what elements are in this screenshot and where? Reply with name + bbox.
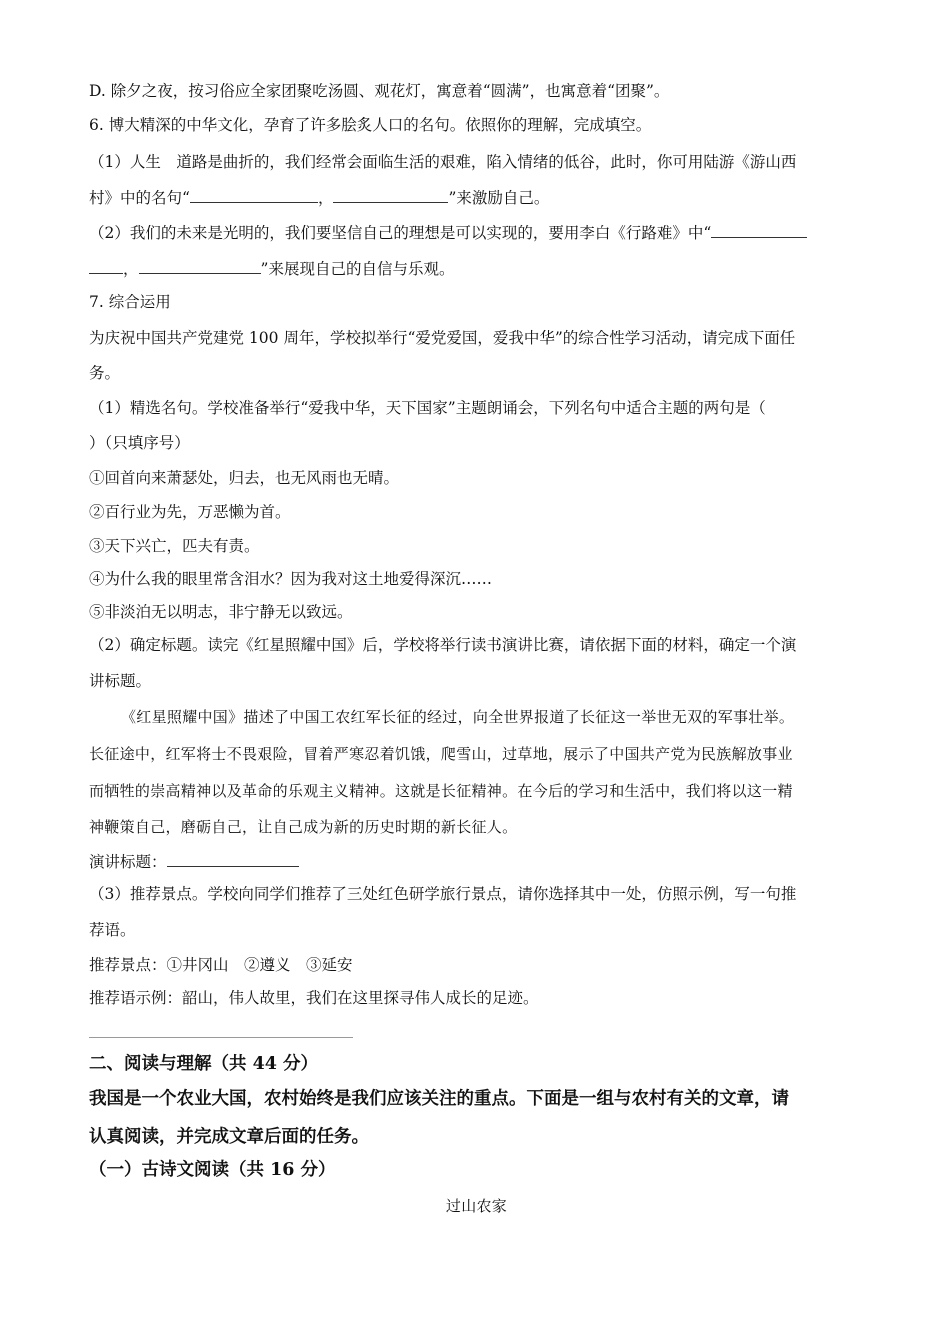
subsection-1-heading: （一）古诗文阅读（共 16 分） <box>89 1160 336 1180</box>
question-7-part-3-cont: 荐语。 <box>89 921 136 939</box>
quote-option-3: ③天下兴亡，匹夫有责。 <box>89 537 260 555</box>
text-segment: ， <box>123 260 139 278</box>
text-segment: ”来展现自己的自信与乐观。 <box>260 260 455 278</box>
answer-blank[interactable] <box>89 257 123 274</box>
section-2-intro-cont: 认真阅读，并完成文章后面的任务。 <box>89 1127 369 1147</box>
material-paragraph-line-4: 神鞭策自己，磨砺自己，让自己成为新的历史时期的新长征人。 <box>89 818 518 836</box>
answer-blank[interactable] <box>139 257 261 274</box>
option-d: D. 除夕之夜，按习俗应全家团聚吃汤圆、观花灯，寓意着“圆满”，也寓意着“团聚”。 <box>89 82 670 100</box>
answer-blank[interactable] <box>711 221 807 238</box>
material-paragraph-line-2: 长征途中，红军将士不畏艰险，冒着严寒忍着饥饿，爬雪山，过草地，展示了中国共产党为民族解放事业 <box>89 745 793 763</box>
recommended-sites: 推荐景点：①井冈山 ②遵义 ③延安 <box>89 956 353 974</box>
poem-title: 过山农家 <box>445 1197 508 1215</box>
material-paragraph-line-1: 《红星照耀中国》描述了中国工农红军长征的经过，向全世界报道了长征这一举世无双的军事壮举。 <box>121 708 795 726</box>
question-6-part-2-cont <box>89 257 864 280</box>
question-7-heading: 7. 综合运用 <box>89 293 171 311</box>
question-7-part-3: （3）推荐景点。学校向同学们推荐了三处红色研学旅行景点，请你选择其中一处，仿照示例，写一句推 <box>89 885 797 903</box>
text-segment: ， <box>317 189 334 207</box>
question-7-part-1: （1）精选名句。学校准备举行“爱我中华，天下国家”主题朗诵会，下列名句中适合主题的两句是（ <box>89 399 766 417</box>
section-2-intro: 我国是一个农业大国，农村始终是我们应该关注的重点。下面是一组与农村有关的文章，请 <box>89 1089 789 1109</box>
question-6-stem: 6. 博大精深的中华文化，孕育了许多脍炙人口的名句。依照你的理解，完成填空。 <box>89 116 652 134</box>
quote-option-2: ②百行业为先，万恶懒为首。 <box>89 503 291 521</box>
material-paragraph-line-3: 而牺牲的崇高精神以及革命的乐观主义精神。这就是长征精神。在今后的学习和生活中，我们将以这一精 <box>89 782 793 800</box>
question-6-part-1: （1）人生 道路是曲折的，我们经常会面临生活的艰难，陷入情绪的低谷，此时，你可用陆游《游山西 <box>89 153 797 171</box>
text-segment: ”来激励自己。 <box>448 189 550 207</box>
question-7-part-2: （2）确定标题。读完《红星照耀中国》后，学校将举行读书演讲比赛，请依据下面的材料，确定一个演 <box>89 636 797 654</box>
answer-blank[interactable] <box>190 186 318 203</box>
question-7-intro-cont: 务。 <box>89 364 121 382</box>
quote-option-1: ①回首向来萧瑟处，归去，也无风雨也无晴。 <box>89 469 400 487</box>
answer-blank[interactable] <box>333 186 448 203</box>
section-divider <box>89 1037 353 1038</box>
question-7-intro: 为庆祝中国共产党建党 100 周年，学校拟举行“爱党爱国，爱我中华”的综合性学习活动，请完成下面任 <box>89 329 796 347</box>
text-segment: （2）我们的未来是光明的，我们要坚信自己的理想是可以实现的，要用李白《行路难》中“ <box>89 224 712 242</box>
section-2-heading: 二、阅读与理解（共 44 分） <box>89 1054 319 1074</box>
quote-option-5: ⑤非淡泊无以明志，非宁静无以致远。 <box>89 603 353 621</box>
text-segment: 村》中的名句“ <box>89 189 190 207</box>
quote-option-4: ④为什么我的眼里常含泪水？因为我对这土地爱得深沉…… <box>89 570 493 588</box>
speech-title-row <box>89 850 864 873</box>
question-6-part-2 <box>89 221 864 244</box>
speech-title-blank[interactable] <box>167 850 299 867</box>
speech-title-label: 演讲标题： <box>89 853 167 871</box>
question-7-part-2-cont: 讲标题。 <box>89 672 152 690</box>
question-7-part-1-cont: ）（只填序号） <box>89 434 190 452</box>
question-6-part-1-cont <box>89 186 864 209</box>
recommendation-example: 推荐语示例：韶山，伟人故里，我们在这里探寻伟人成长的足迹。 <box>89 989 539 1007</box>
